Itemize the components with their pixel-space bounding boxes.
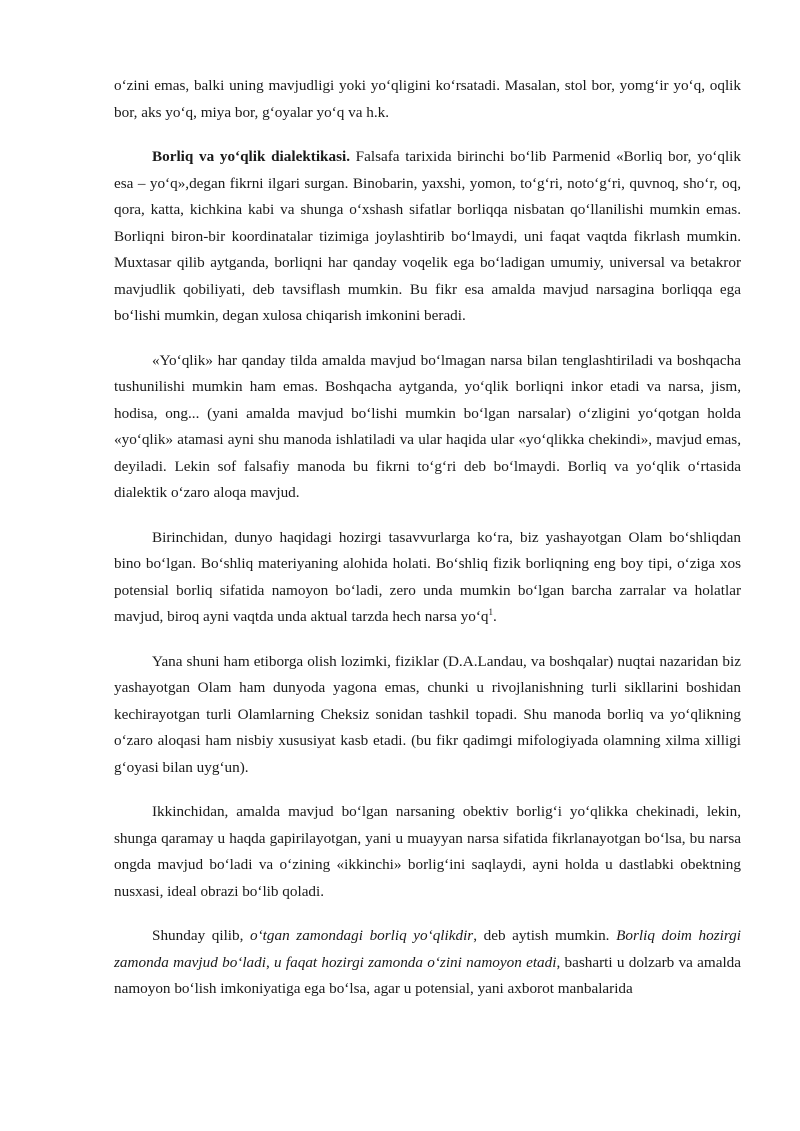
paragraph-4-end: . — [493, 608, 497, 625]
paragraph-4-text: Birinchidan, dunyo haqidagi hozirgi tasavvurlarga ko‘ra, biz yashayotgan Olam bo‘shliqdan bino bo‘lgan. Bo‘shliq materiyaning alohida holati. Bo‘shliq fizik borliqning eng boy tipi, o‘ziga xos potensial borliq sifatida namoyon bo‘ladi, zero unda mumkin bo‘lgan barcha zarralar va holatlar mavjud, biroq ayni vaqtda unda aktual tarzda hech narsa yo‘q — [114, 528, 741, 625]
footnote-marker[interactable]: 1 — [488, 606, 493, 617]
paragraph-2-text: Falsafa tarixida birinchi bo‘lib Parmenid «Borliq bor, yo‘qlik esa – yo‘q»,degan fikrni ilgari surgan. Binobarin, yaxshi, yomon, to‘g‘ri, noto‘g‘ri, quvnoq, sho‘r, oq, qora, katta, kichkina kabi va shunga o‘xshash sifatlar borliqqa nisbatan qo‘llanilishi mumkin emas. Borliqni biron-bir koordinatalar tizimiga joylashtirib bo‘lmaydi, uni faqat vaqtda fikrlash mumkin. Muxtasar qilib aytganda, borliqni har qanday voqelik ega bo‘ladigan umumiy, universal va betakror mavjudlik qobiliyati, deb tavsiflash mumkin. Bu fikr esa amalda mavjud narsagina borliqqa ega bo‘lishi mumkin, degan xulosa chiqarish imkonini beradi. — [114, 148, 741, 324]
paragraph-7-text-b: , deb aytish mumkin. — [473, 927, 617, 944]
paragraph-6-text: Ikkinchidan, amalda mavjud bo‘lgan narsaning obektiv borlig‘i yo‘qlikka chekinadi, lekin, shunga qaramay u haqda gapirilayotgan, yani u muayyan narsa sifatida fikrlanayotgan bo‘lsa, bu narsa ongda mavjud bo‘ladi va o‘zining «ikkinchi» borlig‘ini saqlaydi, ayni holda u dastlabki obektning nusxasi, ideal obrazi bo‘lib qoladi. — [114, 803, 741, 900]
paragraph-5 — [114, 649, 741, 782]
paragraph-5-text: Yana shuni ham etiborga olish lozimki, fiziklar (D.A.Landau, va boshqalar) nuqtai nazaridan biz yashayotgan Olam ham dunyoda yagona emas, chunki u rivojlanishning turli sikllarini boshidan kechirayotgan turli Olamlarning Cheksiz sonidan tashkil topadi. Shu manoda borliq va yo‘qlikning o‘zaro aloqasi ham nisbiy xususiyat kasb etadi. (bu fikr qadimgi mifologiyada olamning xilma xilligi g‘oyasi bilan uyg‘un). — [114, 652, 741, 776]
paragraph-7-italic-3: u faqat hozirgi zamonda o‘zini namoyon etadi — [274, 953, 557, 971]
paragraph-7-text-c: , — [265, 953, 275, 971]
paragraph-7-text-a: Shunday qilib, — [152, 927, 251, 944]
paragraph-1-text: o‘zini emas, balki uning mavjudligi yoki yo‘qligini ko‘rsatadi. Masalan, stol bor, yomg‘ir yo‘q, oqlik bor, aks yo‘q, miya bor, g‘oyalar yo‘q va h.k. — [114, 77, 741, 121]
paragraph-7-text-d: , basharti u dolzarb va amalda namoyon bo‘lish imkoniyatiga ega bo‘lsa, agar u potensial, yani axborot manbalarida — [114, 953, 741, 997]
paragraph-2 — [114, 144, 741, 330]
paragraph-3 — [114, 348, 741, 507]
paragraph-7-italic-1: o‘tgan zamondagi borliq yo‘qlikdir — [250, 927, 474, 944]
document-page — [114, 73, 741, 1021]
paragraph-7-italic-2: Borliq doim hozirgi zamonda mavjud bo‘ladi — [114, 927, 741, 971]
paragraph-4 — [114, 525, 741, 631]
paragraph-3-text: «Yo‘qlik» har qanday tilda amalda mavjud bo‘lmagan narsa bilan tenglashtiriladi va boshqacha tushunilishi mumkin ham emas. Boshqacha aytganda, yo‘qlik borliqni inkor etadi va narsa, jism, hodisa, ong... (yani amalda mavjud bo‘lishi mumkin bo‘lgan narsalar) o‘zligini yo‘qotgan holda «yo‘qlik» atamasi ayni shu manoda ishlatiladi va ular haqida ular «yo‘qlikka chekindi», mavjud emas, deyiladi. Lekin sof falsafiy manoda bu fikrni to‘g‘ri deb bo‘lmaydi. Borliq va yo‘qlik o‘rtasida dialektik o‘zaro aloqa mavjud. — [114, 351, 741, 501]
paragraph-7 — [114, 923, 741, 1003]
paragraph-1 — [114, 73, 741, 126]
paragraph-6 — [114, 799, 741, 905]
section-heading: Borliq va yo‘qlik dialektikasi. — [152, 148, 351, 165]
